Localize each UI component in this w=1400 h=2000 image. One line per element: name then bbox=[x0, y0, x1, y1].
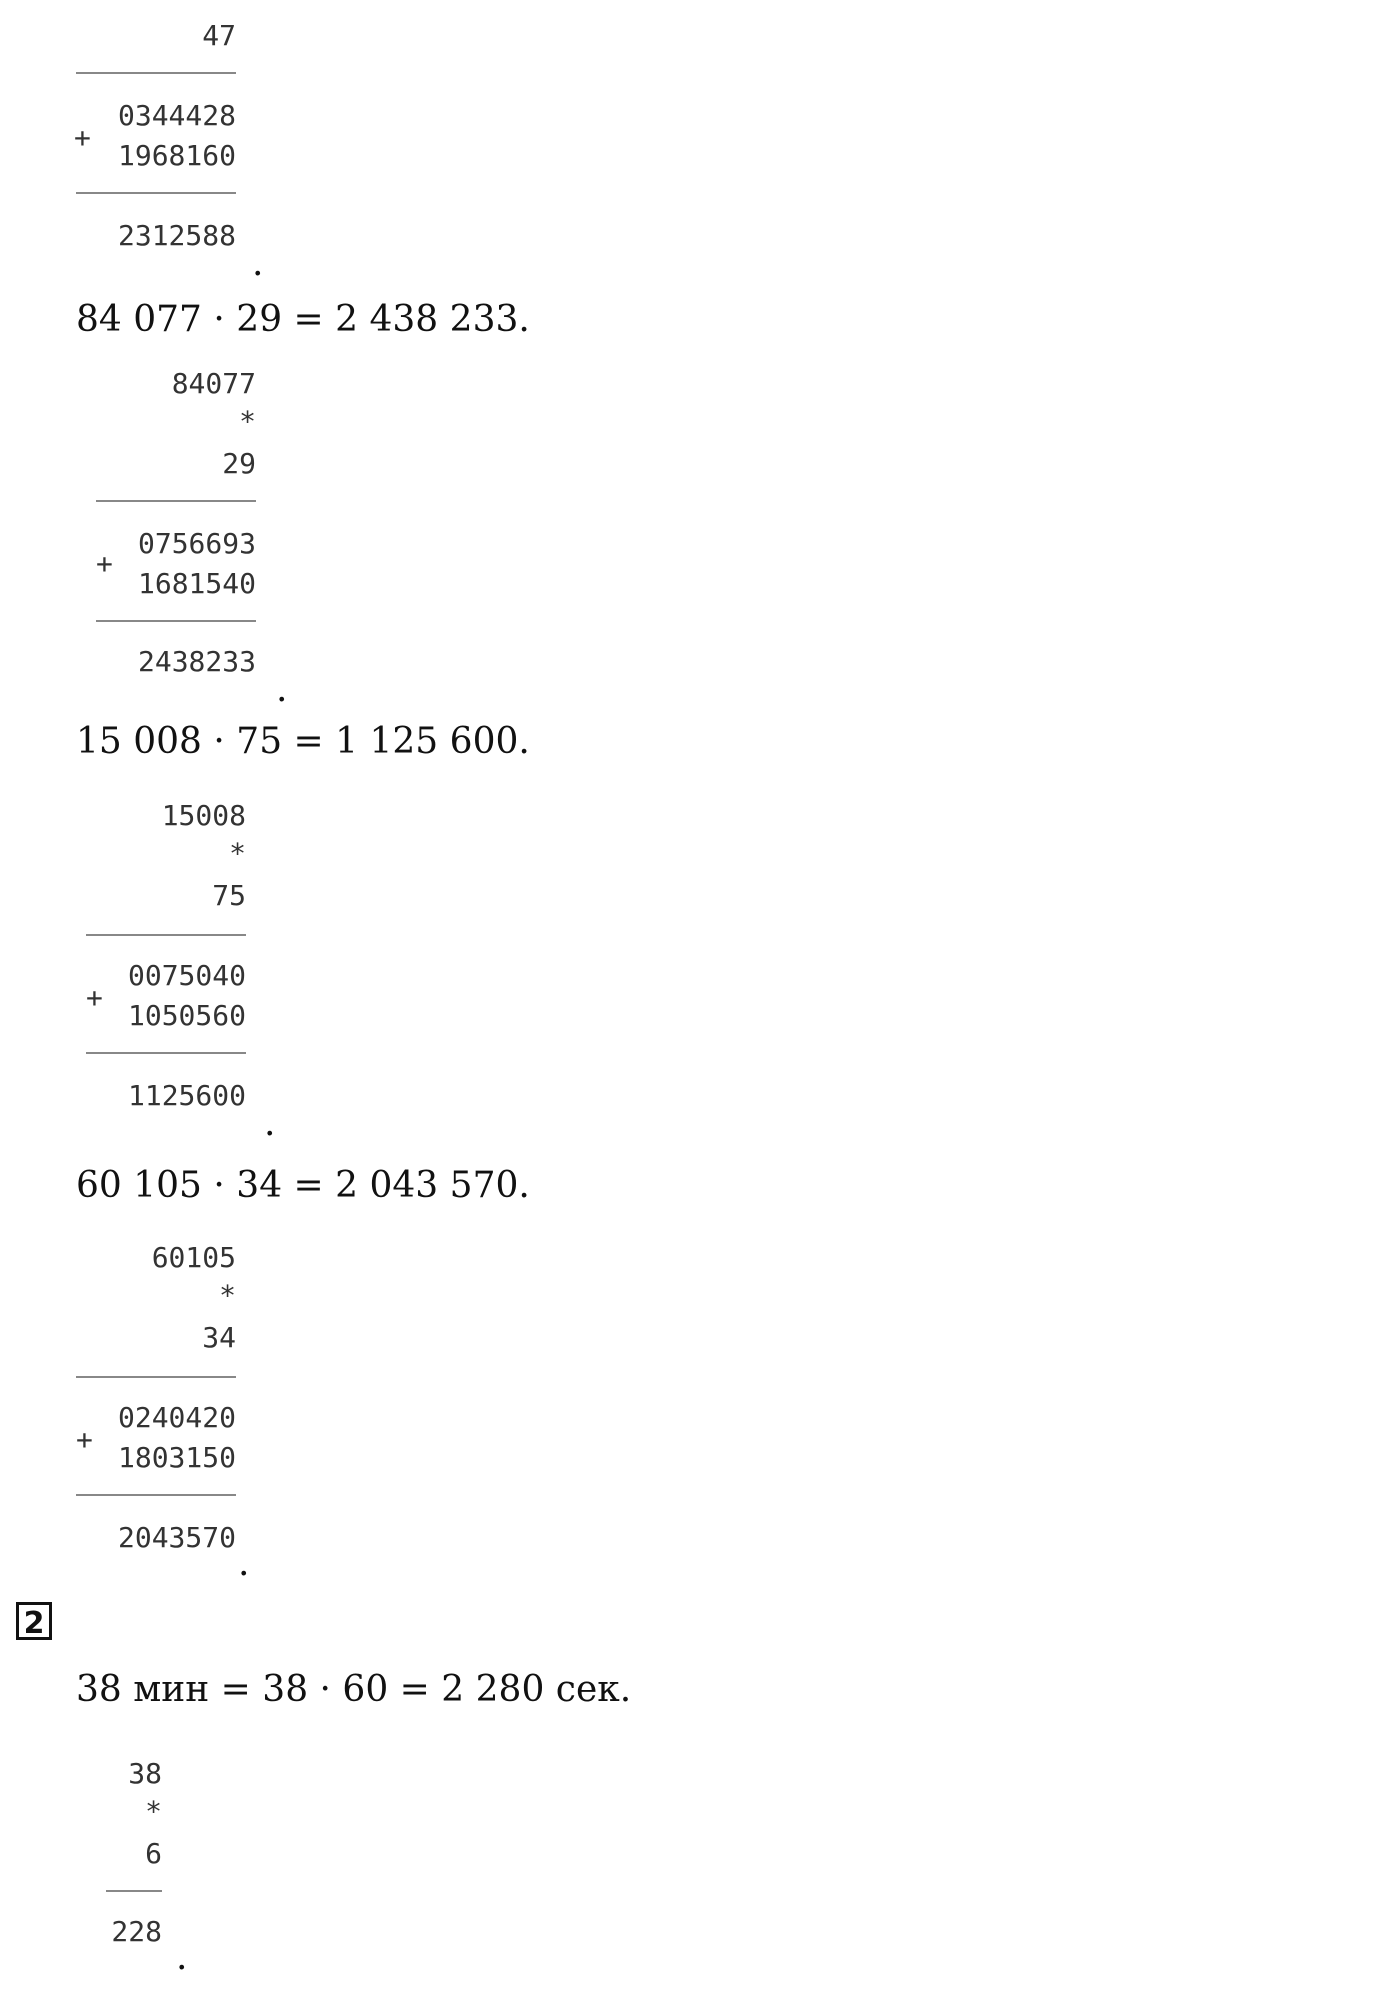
equation-line: 84 077 · 29 = 2 438 233. bbox=[76, 299, 530, 340]
plus-sign: + bbox=[76, 1423, 93, 1456]
operator: * bbox=[219, 1279, 236, 1312]
partial-product-2: 1968160 bbox=[117, 139, 236, 172]
multiplier: 6 bbox=[145, 1837, 162, 1870]
period: . bbox=[276, 669, 288, 710]
period: . bbox=[252, 243, 264, 284]
partial-product-1: 0344428 bbox=[117, 99, 236, 132]
equation-line: 38 мин = 38 · 60 = 2 280 сек. bbox=[76, 1669, 632, 1710]
multiplier: 29 bbox=[222, 447, 256, 480]
task-number-badge: 2 bbox=[16, 1602, 52, 1640]
divider-line bbox=[76, 72, 236, 74]
multiplier: 75 bbox=[212, 879, 246, 912]
partial-product-1: 0075040 bbox=[127, 959, 246, 992]
partial-product-1: 0756693 bbox=[137, 527, 256, 560]
result: 2043570 bbox=[117, 1521, 236, 1554]
period: . bbox=[176, 1937, 188, 1978]
equation-line: 60 105 · 34 = 2 043 570. bbox=[76, 1165, 530, 1206]
period: . bbox=[264, 1103, 276, 1144]
result: 228 bbox=[111, 1915, 162, 1948]
multiplier: 34 bbox=[202, 1321, 236, 1354]
divider-line bbox=[76, 192, 236, 194]
multiplicand: 84077 bbox=[171, 367, 256, 400]
multiplier: 47 bbox=[202, 19, 236, 52]
partial-product-2: 1050560 bbox=[127, 999, 246, 1032]
plus-sign: + bbox=[74, 121, 91, 154]
result: 2438233 bbox=[137, 645, 256, 678]
divider-line bbox=[86, 934, 246, 936]
multiplicand: 38 bbox=[128, 1757, 162, 1790]
divider-line bbox=[96, 500, 256, 502]
operator: * bbox=[239, 405, 256, 438]
partial-product-1: 0240420 bbox=[117, 1401, 236, 1434]
partial-product-2: 1803150 bbox=[117, 1441, 236, 1474]
divider-line bbox=[76, 1494, 236, 1496]
result: 1125600 bbox=[127, 1079, 246, 1112]
divider-line bbox=[76, 1376, 236, 1378]
multiplicand: 60105 bbox=[151, 1241, 236, 1274]
partial-product-2: 1681540 bbox=[137, 567, 256, 600]
period: . bbox=[238, 1543, 250, 1584]
divider-line bbox=[106, 1890, 162, 1892]
operator: * bbox=[229, 837, 246, 870]
multiplicand: 15008 bbox=[161, 799, 246, 832]
result: 2312588 bbox=[117, 219, 236, 252]
divider-line bbox=[86, 1052, 246, 1054]
operator: * bbox=[145, 1795, 162, 1828]
plus-sign: + bbox=[96, 547, 113, 580]
divider-line bbox=[96, 620, 256, 622]
equation-line: 15 008 · 75 = 1 125 600. bbox=[76, 721, 530, 762]
plus-sign: + bbox=[86, 981, 103, 1014]
